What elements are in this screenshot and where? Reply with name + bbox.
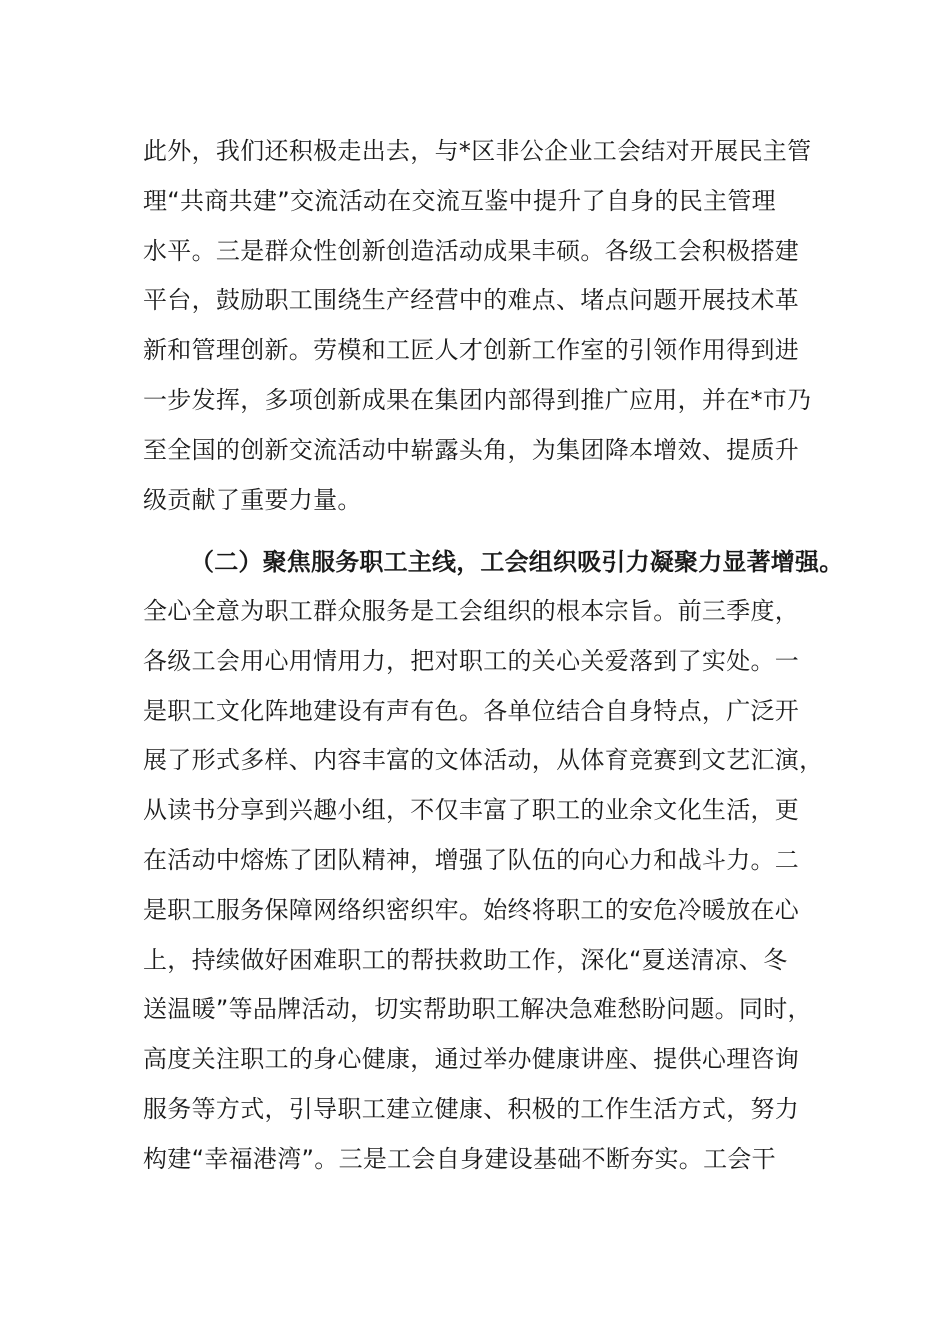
- paragraph-1-line: 新和管理创新。劳模和工匠人才创新工作室的引领作用得到进: [143, 336, 800, 365]
- paragraph-2-line: 是职工文化阵地建设有声有色。各单位结合自身特点，广泛开: [143, 696, 800, 725]
- paragraph-1-line: 平台，鼓励职工围绕生产经营中的难点、堵点问题开展技术革: [143, 286, 800, 315]
- paragraph-1-line: 此外，我们还积极走出去，与*区非公企业工会结对开展民主管: [143, 137, 812, 165]
- paragraph-2-line: 是职工服务保障网络织密织牢。始终将职工的安危冷暖放在心: [143, 895, 800, 924]
- paragraph-2-line: 在活动中熔炼了团队精神，增强了队伍的向心力和战斗力。二: [143, 845, 800, 874]
- paragraph-1-line: 至全国的创新交流活动中崭露头角，为集团降本增效、提质升: [143, 435, 800, 464]
- paragraph-2: [143, 587, 823, 1185]
- paragraph-2-line: 展了形式多样、内容丰富的文体活动，从体育竞赛到文艺汇演，: [143, 746, 824, 775]
- paragraph-2-line: 从读书分享到兴趣小组，不仅丰富了职工的业余文化生活，更: [143, 796, 800, 825]
- paragraph-2-line: 高度关注职工的身心健康，通过举办健康讲座、提供心理咨询: [143, 1045, 800, 1074]
- section-heading: （二）聚焦服务职工主线，工会组织吸引力凝聚力显著增强。: [190, 548, 844, 576]
- paragraph-1-line: 一步发挥，多项创新成果在集团内部得到推广应用，并在*市乃: [143, 385, 812, 414]
- paragraph-2-line: 全心全意为职工群众服务是工会组织的根本宗旨。前三季度，: [143, 597, 800, 625]
- paragraph-1-line: 级贡献了重要力量。: [143, 485, 362, 514]
- paragraph-2-line: 各级工会用心用情用力，把对职工的关心关爱落到了实处。一: [143, 646, 800, 675]
- paragraph-1-line: 理“共商共建”交流活动在交流互鉴中提升了自身的民主管理: [143, 186, 776, 215]
- paragraph-1-line: 水平。三是群众性创新创造活动成果丰硕。各级工会积极搭建: [143, 236, 800, 265]
- paragraph-2-line: 送温暖”等品牌活动，切实帮助职工解决急难愁盼问题。同时，: [143, 995, 812, 1024]
- paragraph-2-line: 上，持续做好困难职工的帮扶救助工作，深化“夏送清凉、冬: [143, 945, 788, 974]
- paragraph-2-line: 构建“幸福港湾”。三是工会自身建设基础不断夯实。工会干: [143, 1144, 776, 1173]
- paragraph-1: [143, 127, 823, 525]
- paragraph-2-line: 服务等方式，引导职工建立健康、积极的工作生活方式，努力: [143, 1094, 800, 1123]
